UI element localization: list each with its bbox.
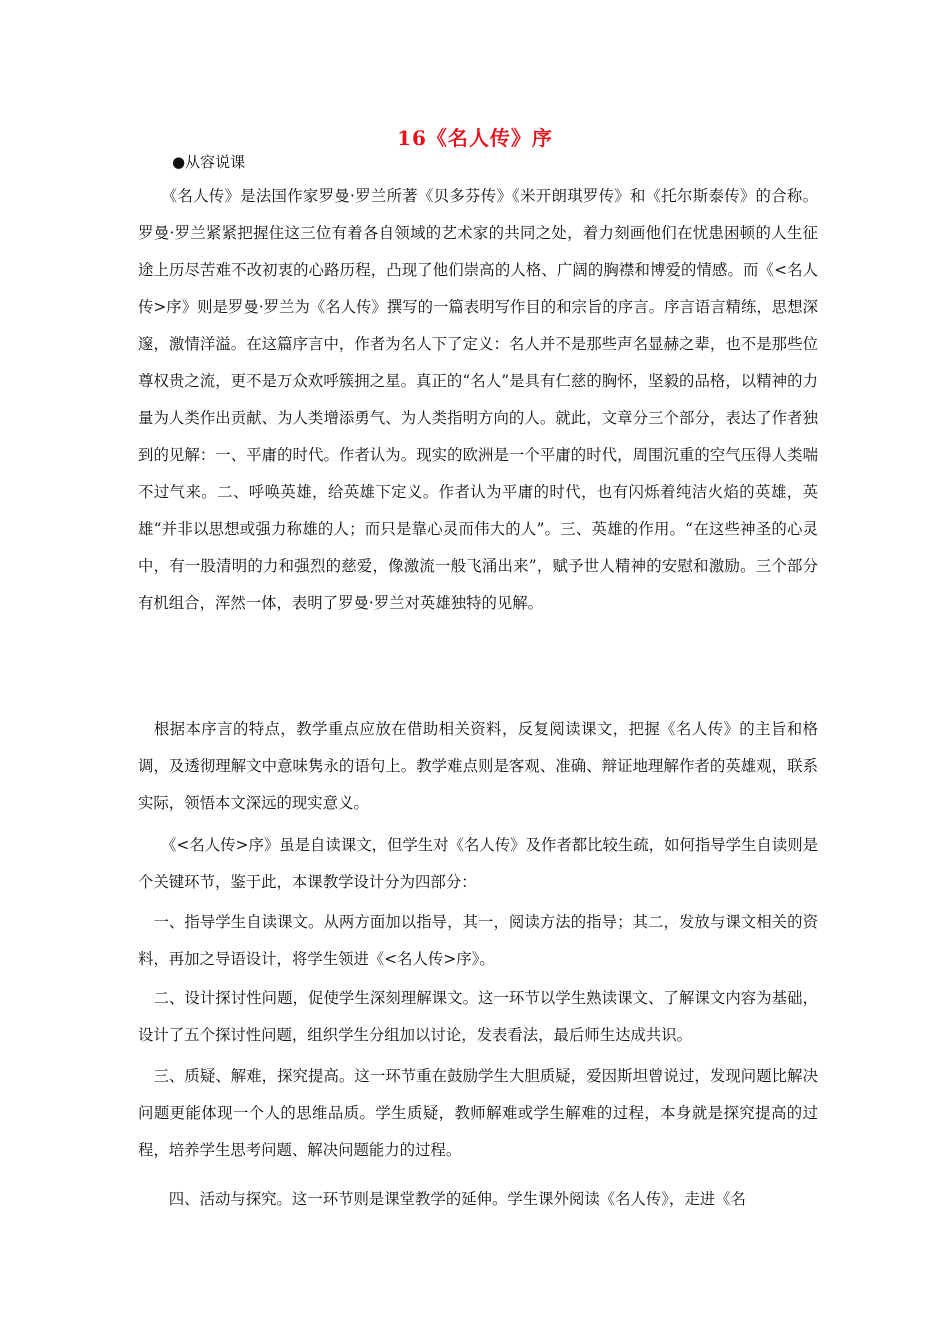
document-title: 16《名人传》序 (397, 126, 553, 150)
section-heading: ●从容说课 (172, 153, 246, 171)
paragraph-teaching-focus: 根据本序言的特点，教学重点应放在借助相关资料，反复阅读课文，把握《名人传》的主旨和格调，及透彻理解文中意味隽永的语句上。教学难点则是客观、准确、辩证地理解作者的英雄观，联系实际，领悟本文深远的现实意义。 (138, 720, 818, 812)
paragraph-intro: 《名人传》是法国作家罗曼·罗兰所著《贝多芬传》《米开朗琪罗传》和《托尔斯泰传》的合称。罗曼·罗兰紧紧把握住这三位有着各自领域的艺术家的共同之处，着力刻画他们在忧患困顿的人生征途上历尽苦难不改初衷的心路历程，凸现了他们崇高的人格、广阔的胸襟和博爱的情感。而《<名人传>序》则是罗曼·罗兰为《名人传》撰写的一篇表明写作目的和宗旨的序言。序言语言精练，思想深邃，激情洋溢。在这篇序言中，作者为名人下了定义：名人并不是那些声名显赫之辈，也不是那些位尊权贵之流，更不是万众欢呼簇拥之星。真正的“名人”是具有仁慈的胸怀，坚毅的品格，以精神的力量为人类作出贡献、为人类增添勇气、为人类指明方向的人。就此，文章分三个部分，表达了作者独到的见解：一、平庸的时代。作者认为。现实的欧洲是一个平庸的时代，周围沉重的空气压得人类喘不过气来。二、呼唤英雄，给英雄下定义。作者认为平庸的时代，也有闪烁着纯洁火焰的英雄，英雄“并非以思想或强力称雄的人；而只是靠心灵而伟大的人”。三、英雄的作用。“在这些神圣的心灵中，有一股清明的力和强烈的慈爱，像激流一般飞涌出来”，赋予世人精神的安慰和激励。三个部分有机组合，浑然一体，表明了罗曼·罗兰对英雄独特的见解。 (138, 187, 818, 612)
paragraph-step-three: 三、质疑、解难，探究提高。这一环节重在鼓励学生大胆质疑，爱因斯坦曾说过，发现问题比解决问题更能体现一个人的思维品质。学生质疑，教师解难或学生解难的过程，本身就是探究提高的过程，培养学生思考问题、解决问题能力的过程。 (138, 1067, 818, 1159)
paragraph-step-four: 四、活动与探究。这一环节则是课堂教学的延伸。学生课外阅读《名人传》，走进《名 (138, 1190, 746, 1208)
paragraph-step-two: 二、设计探讨性问题，促使学生深刻理解课文。这一环节以学生熟读课文、了解课文内容为基础，设计了五个探讨性问题，组织学生分组加以讨论，发表看法，最后师生达成共识。 (138, 989, 818, 1044)
paragraph-step-one: 一、指导学生自读课文。从两方面加以指导，其一，阅读方法的指导；其二，发放与课文相关的资料，再加之导语设计，将学生领进《<名人传>序》。 (138, 913, 818, 968)
paragraph-design-overview: 《<名人传>序》虽是自读课文，但学生对《名人传》及作者都比较生疏，如何指导学生自读则是个关键环节，鉴于此，本课教学设计分为四部分： (138, 836, 818, 891)
